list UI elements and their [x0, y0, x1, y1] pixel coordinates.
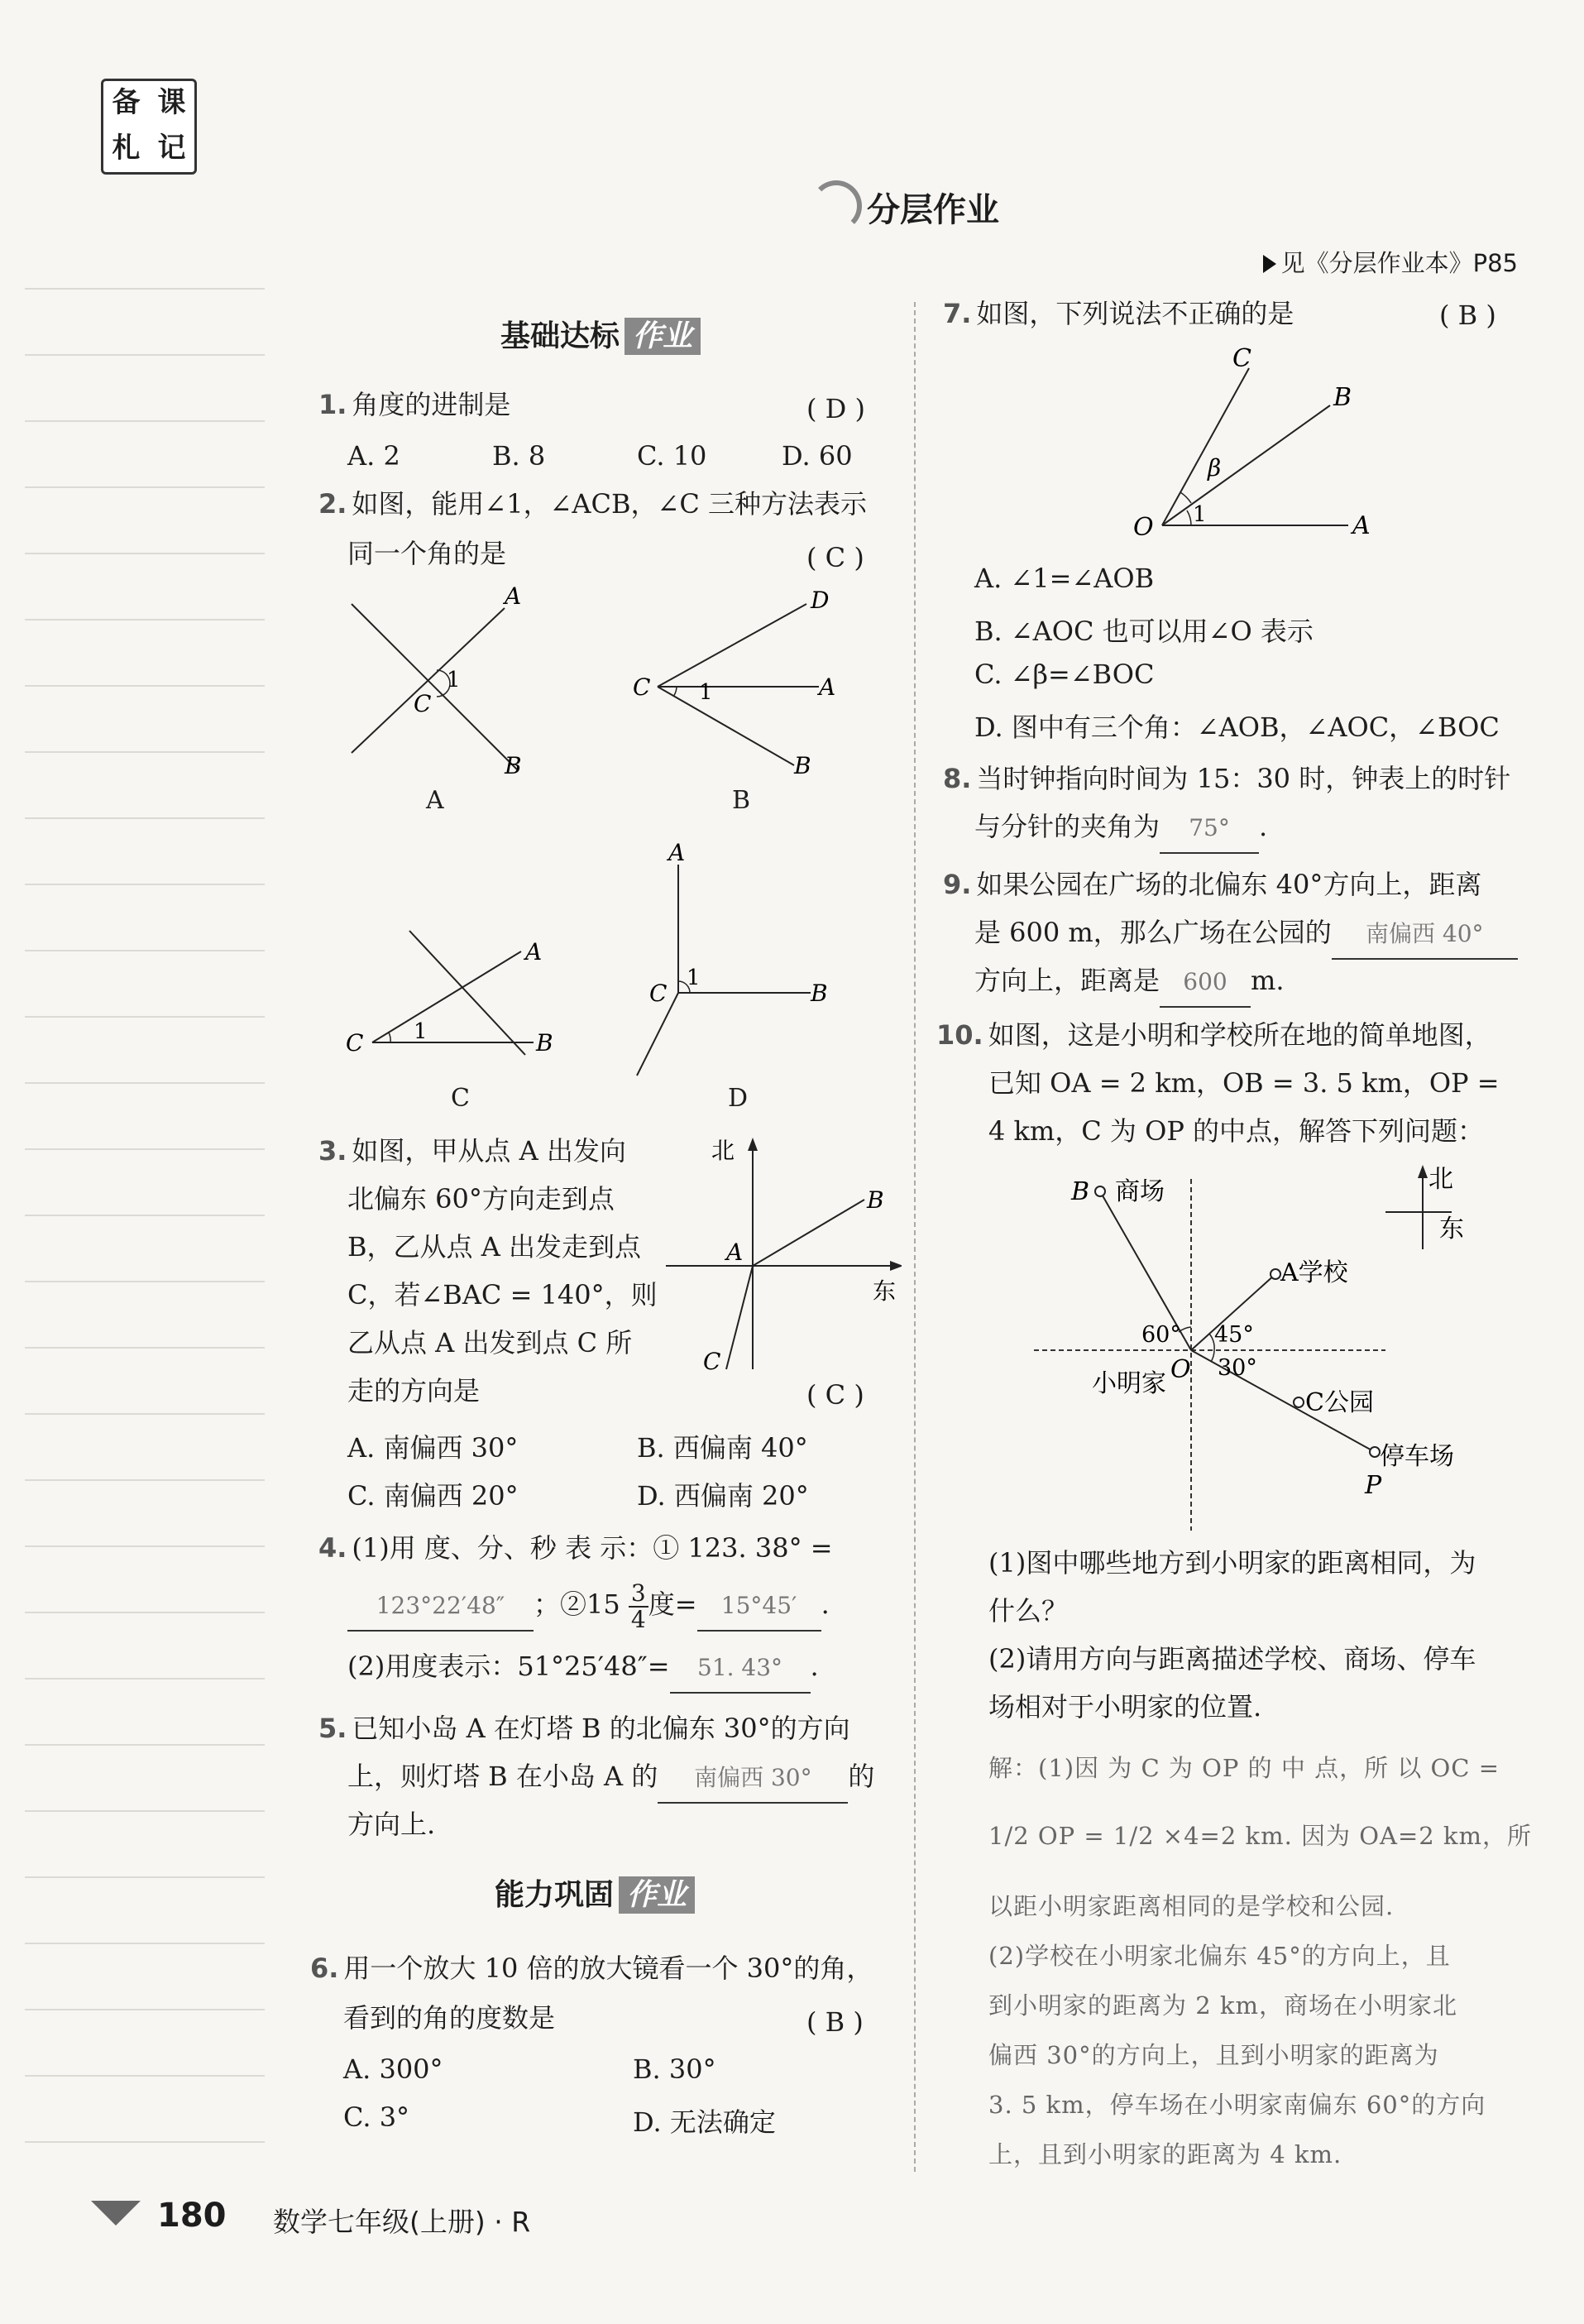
question-8-line2: [974, 803, 1267, 854]
answer-blank: 600: [1160, 958, 1251, 1008]
option: A. 2: [347, 440, 400, 472]
svg-text:B: B: [505, 752, 522, 779]
question-text: 用一个放大 10 倍的放大镜看一个 30°的角，: [343, 1953, 873, 1984]
reference: [1263, 245, 1518, 279]
question-text: 已知小岛 A 在灯塔 B 的北偏东 30°的方向: [352, 1713, 850, 1744]
option: A. ∠1=∠AOB: [974, 563, 1155, 594]
option: D. 西偏南 20°: [637, 1480, 809, 1512]
section-basic: [500, 313, 701, 355]
answer: ( C ): [806, 542, 864, 573]
section-label: 基础达标: [500, 319, 620, 353]
q7-figure: [1117, 343, 1381, 550]
text: m.: [1251, 965, 1285, 996]
question-text-line: B，乙从点 A 出发走到点: [347, 1231, 641, 1263]
solution-line: 3. 5 km，停车场在小明家南偏东 60°的方向: [988, 2091, 1486, 2119]
text: 是 600 m，那么广场在公园的: [974, 917, 1332, 948]
svg-text:O: O: [1170, 1355, 1191, 1384]
question-4: [318, 1524, 833, 1572]
question-text: 当时钟指向时间为 15：30 时，钟表上的时针: [976, 763, 1511, 794]
svg-text:A: A: [505, 582, 522, 610]
svg-text:O: O: [1133, 513, 1154, 542]
svg-text:B: B: [1071, 1177, 1090, 1206]
question-6: [310, 1944, 873, 1992]
question-number: 8.: [943, 763, 972, 794]
question-1: [318, 381, 510, 429]
svg-text:1: 1: [1193, 502, 1207, 527]
option: D. 60: [782, 440, 853, 472]
option: A. 南偏西 30°: [347, 1432, 519, 1464]
svg-text:B: B: [794, 752, 811, 779]
svg-text:A: A: [819, 673, 836, 701]
svg-text:B: B: [1333, 383, 1352, 412]
question-number: 6.: [310, 1953, 339, 1984]
question-9-line2: [974, 908, 1518, 960]
answer-blank: 南偏西 40°: [1332, 910, 1518, 960]
option: C. 3°: [343, 2101, 410, 2133]
answer-blank: 123°22′48″: [347, 1582, 534, 1632]
question-9-line3: [974, 956, 1285, 1008]
title-decoration: [811, 180, 862, 232]
question-number: 4.: [318, 1532, 347, 1564]
text: 与分针的夹角为: [974, 811, 1160, 842]
question-8: [943, 755, 1510, 803]
answer-blank: 75°: [1160, 804, 1259, 854]
answer: ( D ): [806, 393, 865, 424]
question-text: 如图，下列说法不正确的是: [976, 298, 1294, 329]
triangle-icon: [1263, 255, 1276, 273]
q10-map: [1017, 1158, 1481, 1539]
question-text: 角度的进制是: [352, 389, 511, 420]
solution-line: (2)学校在小明家北偏东 45°的方向上，且: [988, 1942, 1451, 1970]
question-number: 9.: [943, 869, 972, 900]
question-5-line2: [347, 1752, 874, 1804]
page-title: 分层作业: [867, 191, 999, 229]
question-text-line: 已知 OA = 2 km，OB = 3. 5 km，OP =: [988, 1067, 1500, 1099]
svg-text:1: 1: [687, 966, 701, 990]
question-10: [936, 1011, 1491, 1059]
answer: ( B ): [1439, 299, 1496, 331]
question-5: [318, 1704, 850, 1752]
section-tag: 作业: [619, 1876, 695, 1914]
svg-text:A: A: [1352, 511, 1371, 540]
svg-text:B: B: [867, 1186, 884, 1214]
angle-60: 60°: [1141, 1322, 1181, 1348]
section-tag: 作业: [625, 318, 701, 355]
section-label: 能力巩固: [495, 1878, 615, 1912]
question-number: 7.: [943, 298, 972, 329]
svg-text:A: A: [726, 1239, 744, 1266]
question-2: [318, 480, 867, 528]
sub-question-2-line2: 场相对于小明家的位置.: [988, 1691, 1262, 1723]
option: B. 8: [492, 440, 546, 472]
text: 的: [848, 1761, 875, 1792]
solution-line: 上，且到小明家的距离为 4 km.: [988, 2140, 1342, 2168]
solution-line: 到小明家的距离为 2 km，商场在小明家北: [988, 1991, 1457, 2020]
figure-label: D: [728, 1084, 749, 1113]
question-number: 1.: [318, 389, 347, 420]
home-label: 小明家: [1092, 1369, 1166, 1398]
question-3: [318, 1127, 626, 1175]
svg-text:B: B: [811, 980, 828, 1007]
svg-text:C: C: [649, 980, 668, 1007]
option: B. ∠AOC 也可以用∠O 表示: [974, 616, 1314, 647]
question-text-line: 北偏东 60°方向走到点: [347, 1183, 615, 1215]
market-label: 商场: [1115, 1177, 1165, 1206]
figure-label: A: [426, 786, 444, 815]
solution-line: 以距小明家距离相同的是学校和公园.: [988, 1892, 1395, 1920]
question-text-line: 同一个角的是: [347, 538, 507, 569]
svg-text:P: P: [1365, 1471, 1382, 1500]
stamp-char: 记: [157, 132, 186, 165]
question-text-line: 看到的角的度数是: [343, 2002, 556, 2034]
q2-figures: [331, 579, 910, 1109]
question-4-line2: 123°22′48″ ；②15 $\frac{3}{4}$ 度= 15°45′ .: [347, 1580, 830, 1632]
stamp-char: 课: [157, 86, 186, 119]
option: B. 30°: [633, 2053, 716, 2085]
notes-stamp: [101, 79, 197, 175]
question-text-line: C，若∠BAC = 140°，则: [347, 1279, 658, 1311]
angle-45: 45°: [1214, 1322, 1254, 1348]
east-label: 东: [1439, 1215, 1464, 1243]
question-text: 如果公园在广场的北偏东 40°方向上，距离: [976, 869, 1482, 900]
text: 方向上，距离是: [974, 965, 1160, 996]
q3-figure: [662, 1129, 902, 1386]
svg-text:1: 1: [447, 668, 461, 692]
answer-blank: 15°45′: [697, 1582, 821, 1632]
fraction: [629, 1581, 648, 1632]
sub-question-1-line2: 什么？: [988, 1595, 1069, 1627]
answer-blank: 51. 43°: [670, 1644, 811, 1694]
angle-30: 30°: [1218, 1355, 1257, 1381]
question-text-line: 方向上.: [347, 1809, 436, 1840]
question-text: (1)用 度、分、秒 表 示：① 123. 38° =: [352, 1532, 833, 1564]
fraction-denominator: 4: [630, 1605, 646, 1633]
answer: ( B ): [806, 2006, 864, 2038]
option: D. 无法确定: [633, 2106, 776, 2138]
sub-question-1: (1)图中哪些地方到小明家的距离相同，为: [988, 1547, 1476, 1579]
question-number: 2.: [318, 488, 347, 520]
figure-label: B: [732, 786, 751, 815]
reference-text: 见《分层作业本》P85: [1280, 249, 1518, 277]
svg-text:C: C: [346, 1029, 364, 1057]
question-text: 如图，能用∠1，∠ACB，∠C 三种方法表示: [352, 488, 867, 520]
parking-label: 停车场: [1380, 1442, 1454, 1471]
question-number: 5.: [318, 1713, 347, 1744]
svg-text:A: A: [525, 938, 543, 966]
svg-text:C: C: [1232, 344, 1251, 373]
svg-text:B: B: [536, 1029, 553, 1057]
book-title: 数学七年级(上册) · R: [273, 2206, 531, 2238]
option: A. 300°: [343, 2053, 443, 2085]
question-text: 如图，这是小明和学校所在地的简单地图，: [988, 1019, 1491, 1051]
svg-text:β: β: [1208, 454, 1222, 482]
svg-text:C: C: [633, 673, 651, 701]
text: 度=: [648, 1588, 697, 1620]
option: C. 10: [637, 440, 707, 472]
answer-blank: 南偏西 30°: [658, 1754, 848, 1804]
svg-text:1: 1: [699, 680, 713, 705]
question-text-line: 4 km，C 为 OP 的中点，解答下列问题：: [988, 1115, 1485, 1147]
answer: ( C ): [806, 1379, 864, 1411]
svg-text:C: C: [703, 1348, 721, 1375]
option: C. 南偏西 20°: [347, 1480, 519, 1512]
footer-decoration: [91, 2201, 141, 2226]
svg-text:1: 1: [414, 1019, 428, 1044]
text: (2)用度表示：51°25′48″=: [347, 1651, 670, 1682]
question-text-line: 走的方向是: [347, 1375, 481, 1406]
question-number: 10.: [936, 1019, 983, 1051]
section-ability: [495, 1871, 695, 1914]
park-label: C公园: [1305, 1388, 1374, 1417]
svg-text:C: C: [414, 690, 432, 717]
figure-label: C: [451, 1084, 470, 1113]
north-label: 北: [711, 1137, 735, 1164]
solution-line: 解：(1)因 为 C 为 OP 的 中 点，所 以 OC =: [988, 1754, 1500, 1782]
stamp-char: 备: [112, 86, 141, 119]
page-number: 180: [157, 2197, 227, 2235]
svg-text:D: D: [811, 587, 830, 614]
solution-line: 偏西 30°的方向上，且到小明家的距离为: [988, 2041, 1439, 2069]
column-divider: [914, 302, 916, 2172]
fraction-numerator: 3: [629, 1581, 648, 1608]
option: B. 西偏南 40°: [637, 1432, 808, 1464]
note-lines: [25, 223, 265, 2168]
option: D. 图中有三个角：∠AOB，∠AOC，∠BOC: [974, 712, 1500, 743]
svg-text:A: A: [668, 839, 686, 866]
solution-line: 1/2 OP = 1/2 ×4=2 km. 因为 OA=2 km，所: [988, 1822, 1533, 1850]
east-label: 东: [873, 1277, 897, 1305]
text: ；②15: [534, 1588, 620, 1620]
stamp-char: 札: [112, 132, 141, 165]
question-9: [943, 860, 1481, 908]
question-4-line3: (2)用度表示：51°25′48″= 51. 43° .: [347, 1642, 819, 1694]
question-7: [943, 290, 1294, 338]
question-text: 如图，甲从点 A 出发向: [352, 1135, 626, 1167]
text: 上，则灯塔 B 在小岛 A 的: [347, 1761, 658, 1792]
question-text-line: 乙从点 A 出发到点 C 所: [347, 1327, 633, 1358]
school-label: A学校: [1280, 1258, 1348, 1287]
option: C. ∠β=∠BOC: [974, 659, 1155, 690]
text: .: [1259, 811, 1268, 842]
sub-question-2: (2)请用方向与距离描述学校、商场、停车: [988, 1643, 1476, 1675]
north-label: 北: [1428, 1165, 1453, 1194]
question-number: 3.: [318, 1135, 347, 1167]
